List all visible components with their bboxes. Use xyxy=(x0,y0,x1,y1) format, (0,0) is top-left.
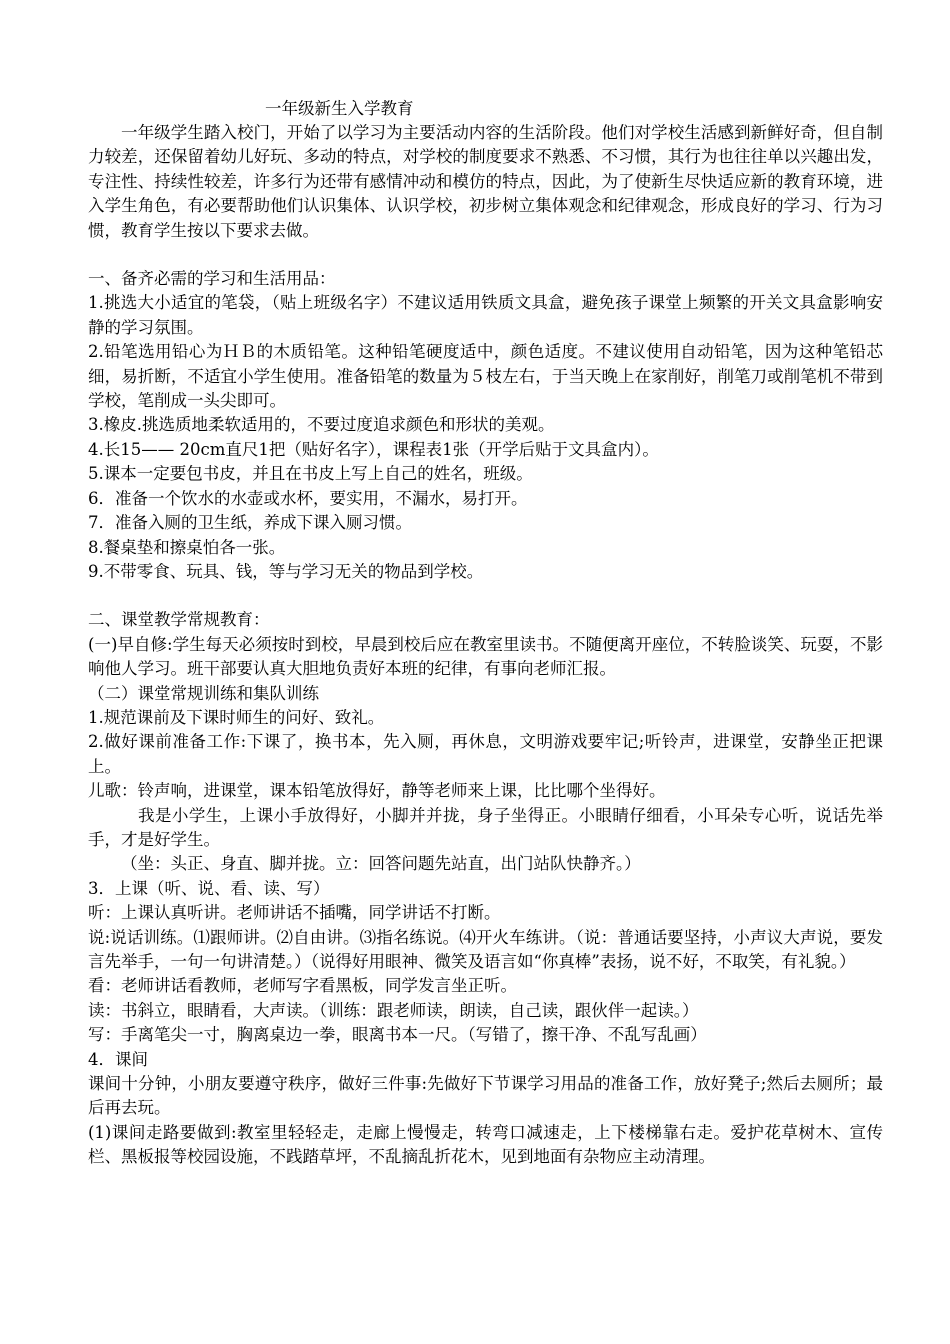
list-item: 8.餐桌垫和擦桌怕各一张。 xyxy=(88,537,286,557)
paragraph: （二）课堂常规训练和集队训练 xyxy=(88,683,319,703)
paragraph: 4．课间 xyxy=(88,1049,148,1069)
list-item: 7．准备入厕的卫生纸，养成下课入厕习惯。 xyxy=(88,513,412,533)
paragraph: 听：上课认真听讲。老师讲话不插嘴，同学讲话不打断。 xyxy=(88,903,501,923)
paragraph: 3．上课（听、说、看、读、写） xyxy=(88,878,330,898)
blank-line xyxy=(88,243,883,267)
paragraph: 课间十分钟，小朋友要遵守秩序，做好三件事:先做好下节课学习用品的准备工作，放好凳子;然后去厕所；最后再去玩。 xyxy=(88,1074,883,1118)
section2-heading: 二、课堂教学常规教育： xyxy=(88,610,270,630)
paragraph: 看：老师讲话看教师，老师写字看黑板，同学发言坐正听。 xyxy=(88,976,517,996)
list-item: 5.课本一定要包书皮，并且在书皮上写上自己的姓名，班级。 xyxy=(88,464,533,484)
list-item: 2.铅笔选用铅心为ＨＢ的木质铅笔。这种铅笔硬度适中，颜色适度。不建议使用自动铅笔，因为这种笔铅芯细，易折断，不适宜小学生使用。准备铅笔的数量为５枝左右，于当天晚上在家削好，削笔刀或削笔机不带到学校，笔削成一头尖即可。 xyxy=(88,342,883,411)
paragraph: (一)早自修:学生每天必须按时到校，早晨到校后应在教室里读书。不随便离开座位，不转脸谈笑、玩耍，不影响他人学习。班干部要认真大胆地负责好本班的纪律，有事向老师汇报。 xyxy=(88,634,883,679)
nursery-rhyme-continued: 我是小学生，上课小手放得好，小脚并并拢，身子坐得正。小眼睛仔细看，小耳朵专心听，说话先举手，才是好学生。 xyxy=(88,805,883,849)
paragraph: 2.做好课前准备工作:下课了，换书本，先入厕，再休息，文明游戏要牢记;听铃声，进课堂，安静坐正把课上。 xyxy=(88,732,883,776)
document-page xyxy=(88,97,883,1170)
document-title: 一年级新生入学教育 xyxy=(265,99,414,118)
posture-note: （坐：头正、身直、脚并拢。立：回答问题先站直，出门站队快静齐。） xyxy=(121,854,641,874)
list-item: 9.不带零食、玩具、钱，等与学习无关的物品到学校。 xyxy=(88,561,484,581)
nursery-rhyme: 儿歌：铃声响，进课堂，课本铅笔放得好，静等老师来上课，比比哪个坐得好。 xyxy=(88,781,666,801)
list-item: 3.橡皮.挑选质地柔软适用的，不要过度追求颜色和形状的美观。 xyxy=(88,415,555,435)
intro-paragraph: 一年级学生踏入校门，开始了以学习为主要活动内容的生活阶段。他们对学校生活感到新鲜好奇，但自制力较差，还保留着幼儿好玩、多动的特点，对学校的制度要求不熟悉、不习惯，其行为也往往单以兴趣出发，专注性、持续性较差，许多行为还带有感情冲动和模仿的特点，因此，为了使新生尽快适应新的教育环境，进入学生角色，有必要帮助他们认识集体、认识学校，初步树立集体观念和纪律观念，形成良好的学习、行为习惯，教育学生按以下要求去做。 xyxy=(88,123,883,240)
list-item: 1.挑选大小适宜的笔袋，（贴上班级名字）不建议适用铁质文具盒，避免孩子课堂上频繁的开关文具盒影响安静的学习氛围。 xyxy=(88,293,883,337)
paragraph: 说:说话训练。⑴跟师讲。⑵自由讲。⑶指名练说。⑷开火车练讲。（说：普通话要坚持，小声议大声说，要发言先举手，一句一句讲清楚。）（说得好用眼神、微笑及语言如“你真棒”表扬，说不好，不取笑，有礼貌。） xyxy=(88,927,883,971)
paragraph: 读：书斜立，眼睛看，大声读。（训练：跟老师读，朗读，自己读，跟伙伴一起读。） xyxy=(88,1000,699,1020)
paragraph: (1)课间走路要做到:教室里轻轻走，走廊上慢慢走，转弯口减速走，上下楼梯靠右走。爱护花草树木、宣传栏、黑板报等校园设施，不践踏草坪，不乱摘乱折花木，见到地面有杂物应主动清理。 xyxy=(88,1122,883,1167)
list-item: 6．准备一个饮水的水壶或水杯，要实用，不漏水，易打开。 xyxy=(88,488,528,508)
section1-heading: 一、备齐必需的学习和生活用品： xyxy=(88,269,336,289)
paragraph: 1.规范课前及下课时师生的问好、致礼。 xyxy=(88,707,385,727)
paragraph: 写：手离笔尖一寸，胸离桌边一拳，眼离书本一尺。（写错了，擦干净、不乱写乱画） xyxy=(88,1025,707,1045)
list-item: 4.长15—— 20cm直尺1把（贴好名字），课程表1张（开学后贴于文具盒内）。 xyxy=(88,439,659,459)
blank-line xyxy=(88,584,883,608)
